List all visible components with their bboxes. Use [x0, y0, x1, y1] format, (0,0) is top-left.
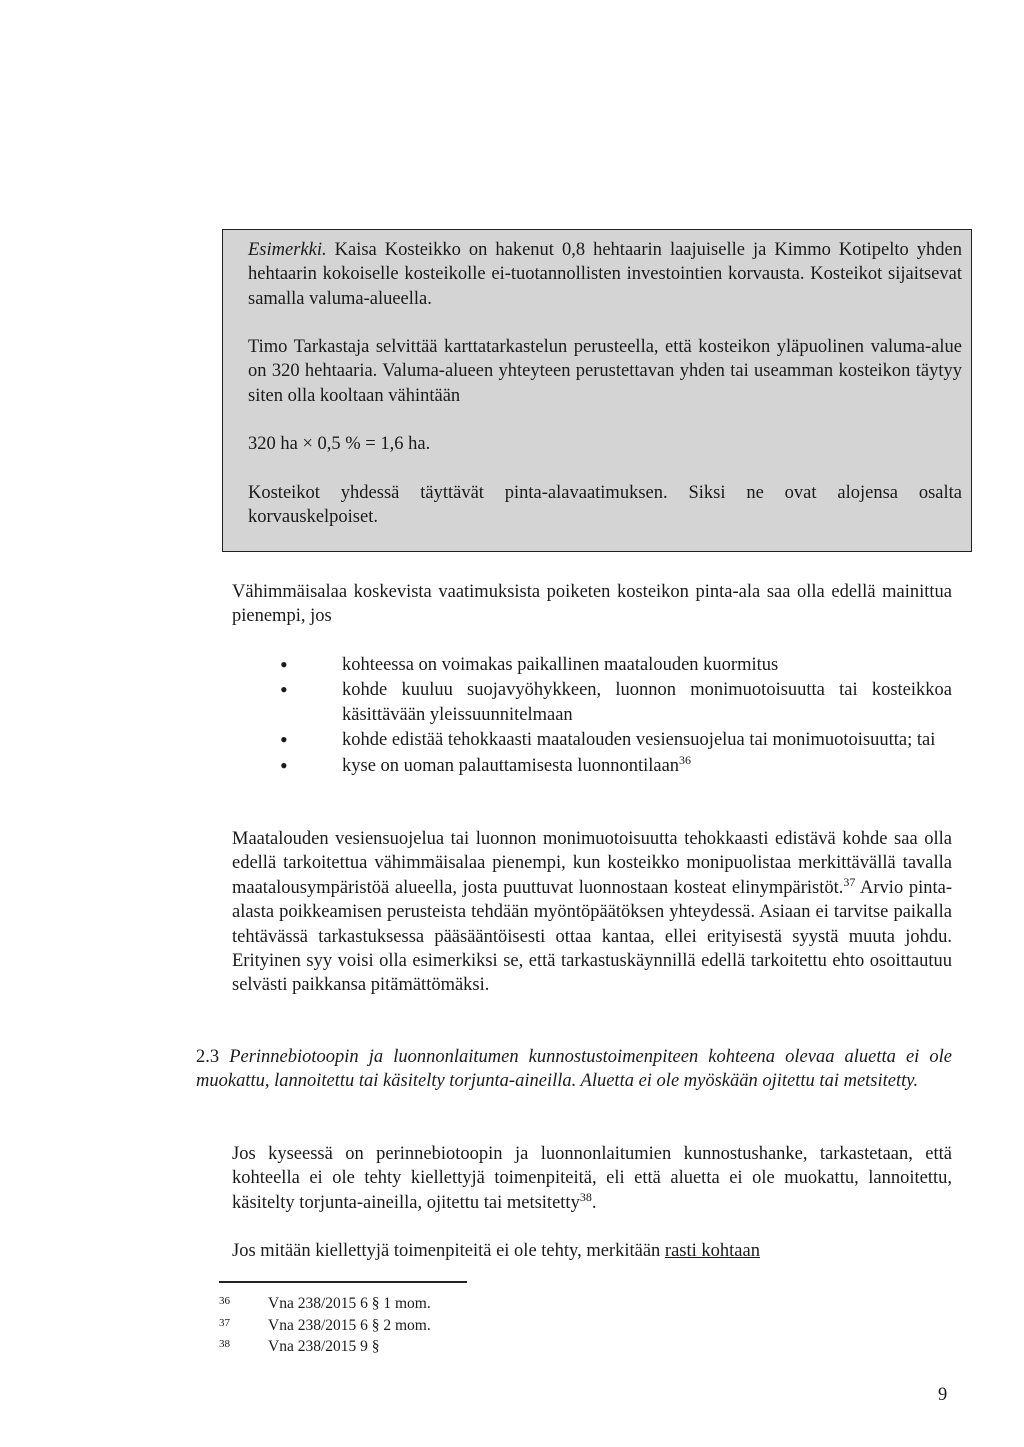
footnote-number: 37 [219, 1316, 230, 1329]
underlined-text: rasti kohtaan [664, 1241, 760, 1261]
example-formula: 320 ha × 0,5 % = 1,6 ha. [248, 434, 431, 454]
footnote-divider [219, 1281, 467, 1283]
list-item [232, 728, 952, 752]
footnote-text: Vna 238/2015 6 § 1 mom. [268, 1295, 431, 1312]
footnotes [219, 1293, 619, 1358]
example-box [222, 229, 972, 552]
paragraph-text: Jos kyseessä on perinnebiotoopin ja luonnonlaitumien kunnostushanke, tarkastetaan, että kohteella ei ole tehty kiellettyjä toimenpiteitä, eli että aluetta ei ole muokattu, lannoitettu, käsitelty torjunta-aineilla, ojitettu tai metsitetty [232, 1144, 952, 1213]
footnote [219, 1336, 619, 1358]
bullet-icon: • [280, 677, 288, 703]
example-paragraph-2: Timo Tarkastaja selvittää karttatarkastelun perusteella, että kosteikon yläpuolinen valuma-alue on 320 hehtaaria. Valuma-alueen yhteyteen perustettavan yhden tai useamman kosteikon täytyy siten olla kooltaan vähintään [248, 337, 962, 406]
footnote-text: Vna 238/2015 6 § 2 mom. [268, 1316, 431, 1334]
list-item [232, 754, 952, 778]
paragraph-text: . [591, 1192, 597, 1213]
list-item-text: kohde kuuluu suojavyöhykkeen, luonnon monimuotoisuutta tai kosteikkoa käsittävään yleissuunnitelmaan [342, 680, 952, 725]
list-item-text: kyse on uoman palauttamisesta luonnontilaan [342, 755, 680, 776]
bullet-icon: • [280, 652, 288, 677]
section-heading [196, 1045, 952, 1094]
footnote-number: 38 [219, 1338, 230, 1350]
footnote [219, 1293, 619, 1315]
footnote-ref[interactable]: 36 [679, 752, 692, 767]
body-paragraph [232, 1142, 952, 1215]
bullet-icon: • [280, 727, 288, 753]
intro-paragraph: Vähimmäisalaa koskevista vaatimuksista poiketen kosteikon pinta-ala saa olla edellä mainittua pienempi, jos [232, 582, 952, 627]
condition-list [232, 653, 952, 779]
page-number: 9 [938, 1385, 948, 1405]
list-item [232, 678, 952, 727]
list-item-text: kohteessa on voimakas paikallinen maatalouden kuormitus [342, 655, 779, 675]
footnote-text: Vna 238/2015 9 § [268, 1338, 380, 1355]
footnote [219, 1315, 619, 1337]
section-title: Perinnebiotoopin ja luonnonlaitumen kunnostustoimenpiteen kohteena olevaa aluetta ei ole muokattu, lannoitettu tai käsitelty torjunta-aineilla. Aluetta ei ole myöskään ojitettu tai metsitetty. [196, 1047, 952, 1092]
body-paragraph [232, 827, 952, 998]
example-paragraph-1 [248, 238, 962, 311]
list-item [232, 653, 952, 677]
example-label: Esimerkki. [248, 240, 327, 260]
section-number: 2.3 [196, 1047, 220, 1067]
list-item-text: kohde edistää tehokkaasti maatalouden vesiensuojelua tai monimuotoisuutta; tai [342, 730, 936, 751]
example-text: Kaisa Kosteikko on hakenut 0,8 hehtaarin laajuiselle ja Kimmo Kotipelto yhden hehtaarin kokoiselle kosteikolle ei-tuotannollisten investointien korvausta. Kosteikot sijaitsevat samalla valuma-alueella. [248, 240, 962, 309]
paragraph-text: Jos mitään kiellettyjä toimenpiteitä ei ole tehty, merkitään [232, 1241, 665, 1261]
example-conclusion: Kosteikot yhdessä täyttävät pinta-alavaatimuksen. Siksi ne ovat alojensa osalta korvauskelpoiset. [248, 483, 962, 528]
bullet-icon: • [280, 752, 288, 778]
paragraph-text: Arvio pinta-alasta poikkeamisen perusteista tehdään myöntöpäätöksen yhteydessä. Asiaan ei tarvitse paikalla tehtävässä tarkastuksessa pääsääntöisesti ottaa kantaa, ellei erityisestä syystä muuta johdu. Erityinen syy voisi olla esimerkiksi se, että tarkastuskäynnillä edellä tarkoitettu ehto osoittautuu selvästi paikkansa pitämättömäksi. [232, 877, 953, 996]
footnote-number: 36 [219, 1295, 230, 1307]
body-paragraph [232, 1239, 952, 1263]
footnote-ref[interactable]: 38 [579, 1189, 592, 1204]
paragraph-text: Maatalouden vesiensuojelua tai luonnon monimuotoisuutta tehokkaasti edistävä kohde saa olla edellä tarkoitettua vähimmäisalaa pienempi, kun kosteikko monipuolistaa merkittävällä tavalla maatalousympäristöä alueella, josta puuttuvat luonnostaan kosteat elinympäristöt. [232, 829, 952, 898]
footnote-ref[interactable]: 37 [843, 874, 856, 889]
